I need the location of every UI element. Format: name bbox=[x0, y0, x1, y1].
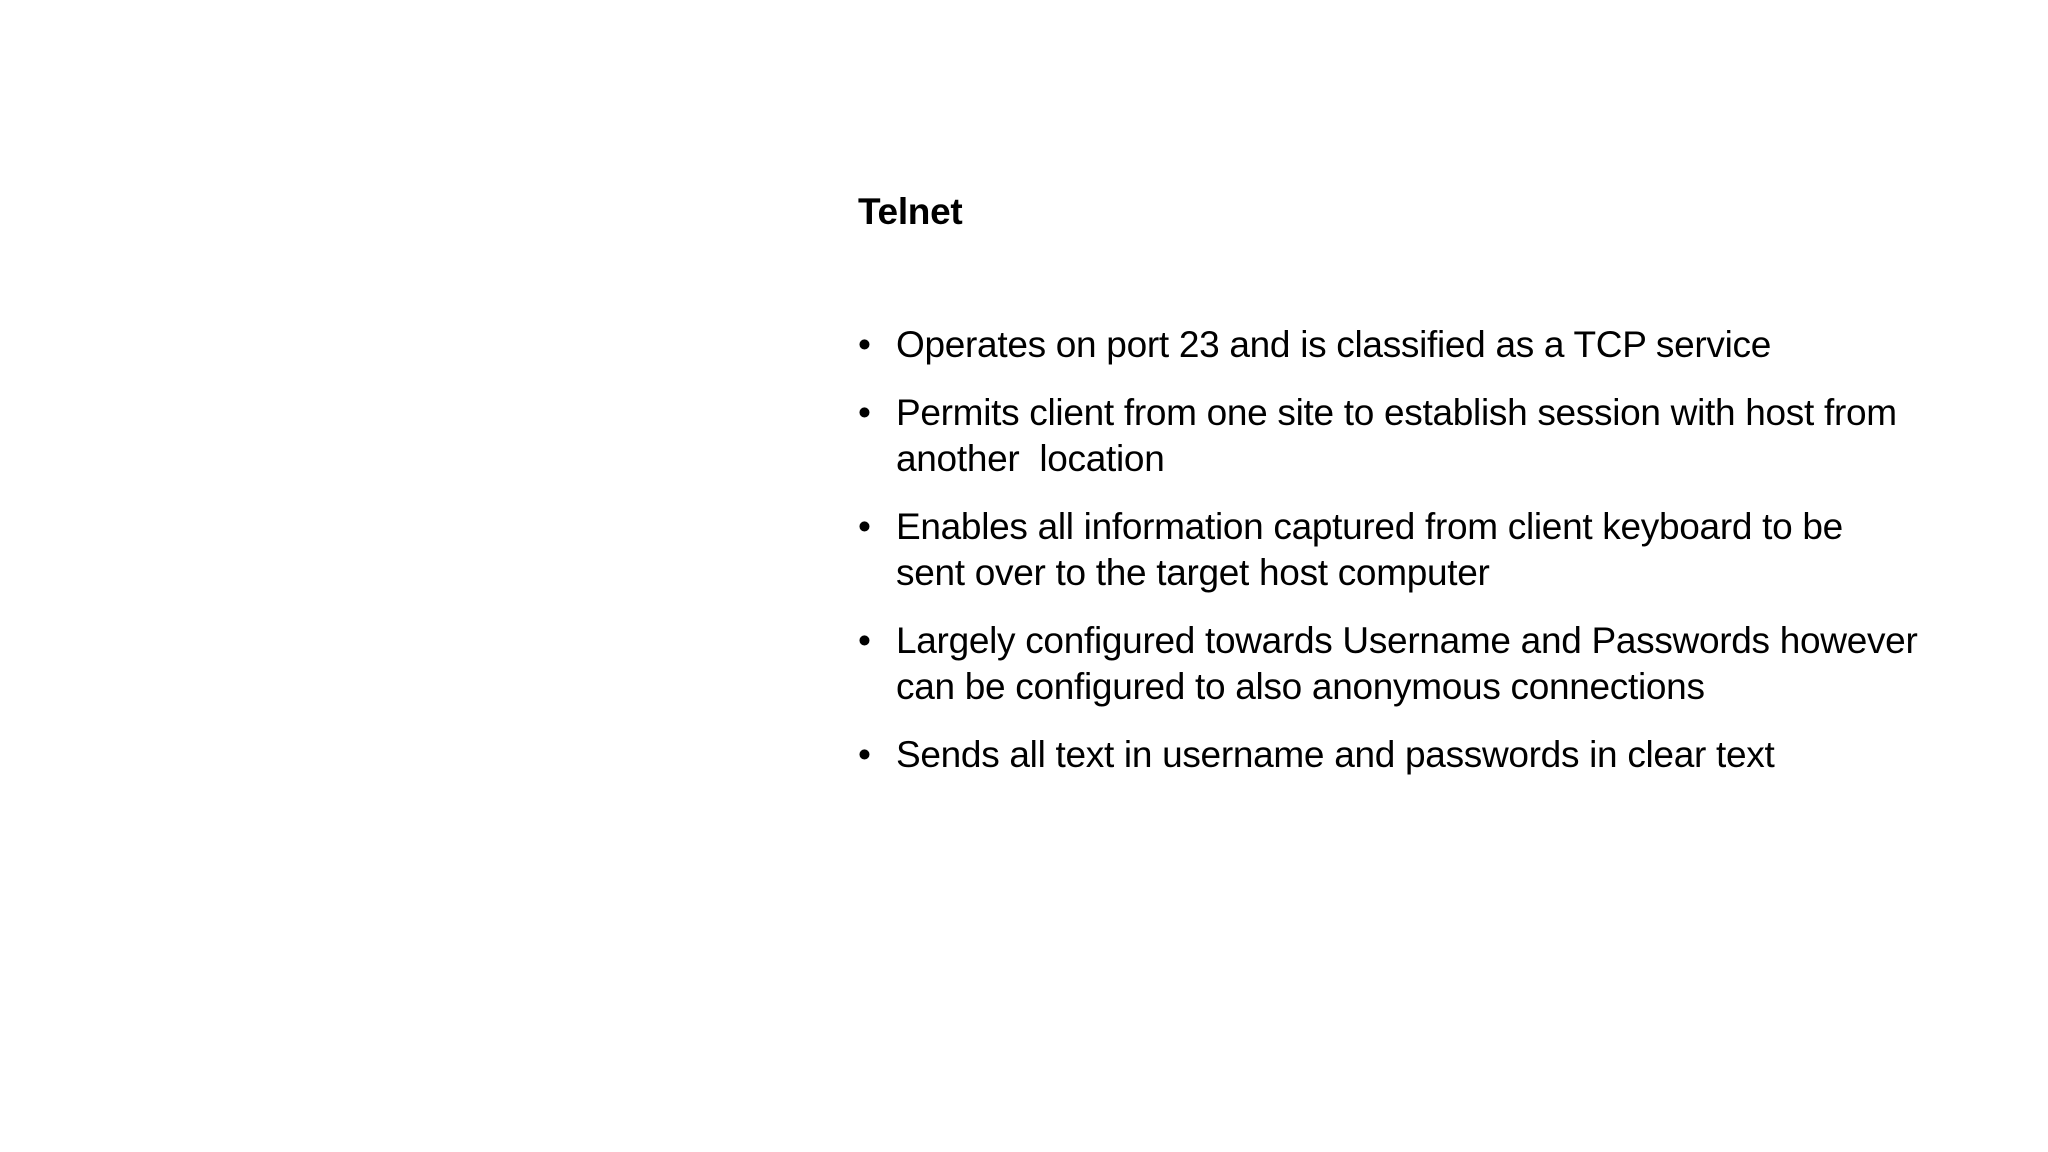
bullet-text: Sends all text in username and passwords in clear text bbox=[896, 734, 1775, 775]
list-item bbox=[858, 504, 1918, 596]
bullet-list bbox=[858, 322, 1928, 778]
bullet-icon: • bbox=[858, 506, 871, 547]
bullet-icon: • bbox=[858, 734, 871, 775]
bullet-icon: • bbox=[858, 392, 871, 433]
bullet-text: Enables all information captured from client keyboard to be sent over to the target host computer bbox=[896, 506, 1853, 593]
bullet-icon: • bbox=[858, 324, 871, 365]
list-item bbox=[858, 390, 1918, 482]
bullet-text: Operates on port 23 and is classified as a TCP service bbox=[896, 324, 1771, 365]
slide-title: Telnet bbox=[858, 191, 963, 232]
bullet-text: Permits client from one site to establish session with host from another location bbox=[896, 392, 1907, 479]
bullet-text: Largely configured towards Username and Passwords however can be configured to also anonymous connections bbox=[896, 620, 1928, 707]
list-item bbox=[858, 618, 1928, 710]
slide-content bbox=[858, 188, 1928, 800]
bullet-icon: • bbox=[858, 620, 871, 661]
list-item bbox=[858, 322, 1918, 368]
list-item bbox=[858, 732, 1918, 778]
